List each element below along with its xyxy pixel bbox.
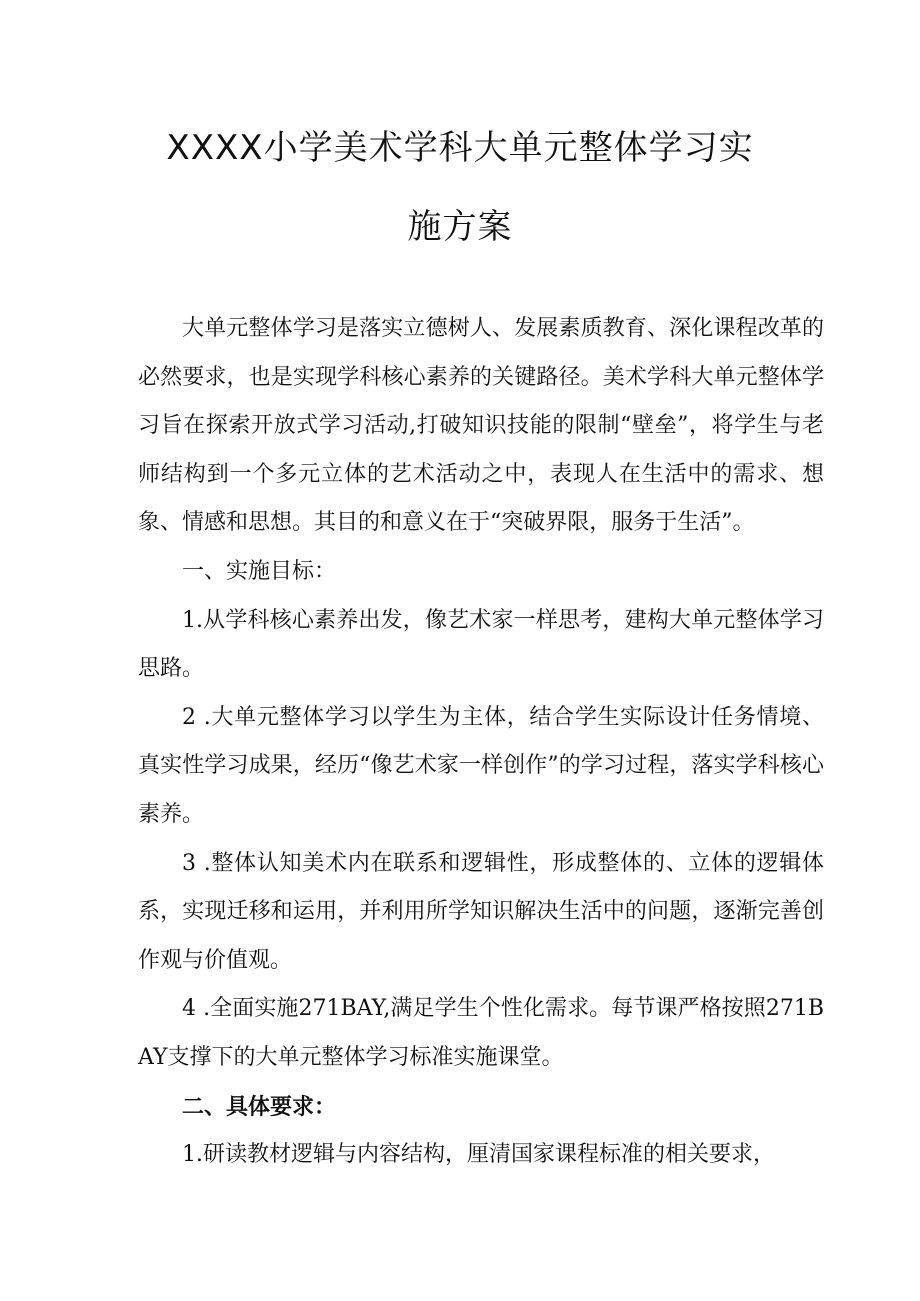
goal-item-3: 3 .整体认知美术内在联系和逻辑性，形成整体的、立体的逻辑体系，实现迁移和运用，并利用所学知识解决生活中的问题，逐渐完善创作观与价值观。 bbox=[138, 850, 824, 973]
goal-item-2: 2 .大单元整体学习以学生为主体，结合学生实际设计任务情境、真实性学习成果，经历“像艺术家一样创作”的学习过程，落实学科核心素养。 bbox=[138, 704, 824, 827]
intro-paragraph: 大单元整体学习是落实立德树人、发展素质教育、深化课程改革的必然要求，也是实现学科核心素养的关键路径。美术学科大单元整体学习旨在探索开放式学习活动,打破知识技能的限制“壁垒”，将学生与老师结构到一个多元立体的艺术活动之中，表现人在生活中的需求、想象、情感和思想。其目的和意义在于“突破界限，服务于生活”。 bbox=[138, 316, 824, 536]
section-heading-goals: 一、实施目标： bbox=[182, 558, 337, 584]
document-title-line-1: XXXX小学美术学科大单元整体学习实 bbox=[166, 128, 754, 168]
document-title-line-2: 施方案 bbox=[407, 207, 513, 247]
requirement-item-1: 1.研读教材逻辑与内容结构，厘清国家课程标准的相关要求， bbox=[182, 1142, 775, 1168]
goal-item-4: 4 .全面实施271BAY,满足学生个性化需求。每节课严格按照271BAY支撑下的大单元整体学习标准实施课堂。 bbox=[138, 996, 824, 1070]
section-heading-requirements: 二、具体要求： bbox=[182, 1093, 337, 1120]
document-body bbox=[138, 305, 824, 1180]
goal-item-1: 1.从学科核心素养出发，像艺术家一样思考，建构大单元整体学习思路。 bbox=[138, 607, 824, 682]
